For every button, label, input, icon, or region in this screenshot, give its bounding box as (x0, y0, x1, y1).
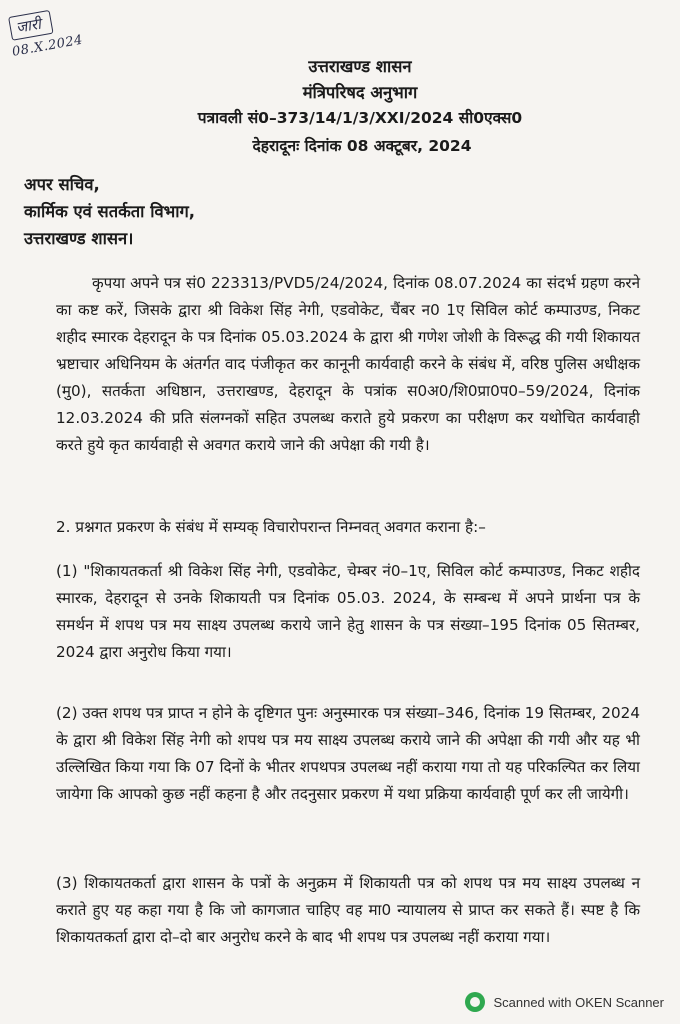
addressee-line-1: अपर सचिव, (24, 175, 100, 194)
addressee-line-2: कार्मिक एवं सतर्कता विभाग, (24, 202, 196, 221)
addressee-line-3: उत्तराखण्ड शासन। (24, 229, 134, 248)
body-item-2: (2) उक्त शपथ पत्र प्राप्त न होने के दृष्टिगत पुनः अनुस्मारक पत्र संख्या–346, दिनांक 19 सितम्बर, 2024 के द्वारा श्री विकेश सिंह नेगी को शपथ पत्र मय साक्ष्य उपलब्ध कराये जाने की अपेक्षा की गयी और यह भी उल्लिखित किया गया कि 07 दिनों के भीतर शपथपत्र उपलब्ध नहीं कराया गया तो यह परिकल्पित कर लिया जायेगा कि आपको कुछ नहीं कहना है और तदनुसार प्रकरण में यथा प्रक्रिया कार्यवाही पूर्ण कर ली जायेगी। (56, 704, 640, 803)
header-file-number: पत्रावली सं0–373/14/1/3/XXI/2024 सी0एक्स0 (197, 109, 523, 127)
scanner-watermark (465, 992, 664, 1012)
body-paragraph-2: 2. प्रश्नगत प्रकरण के संबंध में सम्यक् विचारोपरान्त निम्नवत् अवगत कराना है:– (56, 518, 486, 536)
header-org: उत्तराखण्ड शासन (308, 57, 412, 76)
stamp-label: जारी (14, 14, 43, 37)
body-item-3: (3) शिकायतकर्ता द्वारा शासन के पत्रों के अनुक्रम में शिकायती पत्र को शपथ पत्र मय साक्ष्य उपलब्ध न कराते हुए यह कहा गया है कि जो कागजात चाहिए वह मा0 न्यायालय से प्राप्त कर सकते हैं। स्पष्ट है कि शिकायतकर्ता द्वारा दो–दो बार अनुरोध करने के बाद भी शपथ पत्र उपलब्ध नहीं कराया गया। (56, 874, 640, 946)
scanner-label: Scanned with OKEN Scanner (493, 994, 664, 1010)
stamp-date: 08.X.2024 (10, 32, 85, 60)
header-place-date: देहरादूनः दिनांक 08 अक्टूबर, 2024 (252, 137, 472, 155)
body-item-1: (1) "शिकायतकर्ता श्री विकेश सिंह नेगी, एडवोकेट, चेम्बर नं0–1ए, सिविल कोर्ट कम्पाउण्ड, निकट शहीद स्मारक, देहरादून से उनके शिकायती पत्र दिनांक 05.03. 2024, के सम्बन्ध में अपने प्रार्थना पत्र के समर्थन में शपथ पत्र मय साक्ष्य उपलब्ध कराये जाने हेतु शासन के पत्र संख्या–195 दिनांक 05 सितम्बर, 2024 द्वारा अनुरोध किया गया। (56, 562, 640, 661)
header-section: मंत्रिपरिषद अनुभाग (302, 83, 418, 102)
oken-scanner-logo-icon (465, 992, 485, 1012)
body-paragraph-1: कृपया अपने पत्र सं0 223313/PVD5/24/2024, दिनांक 08.07.2024 का संदर्भ ग्रहण करने का कष्ट करें, जिसके द्वारा श्री विकेश सिंह नेगी, एडवोकेट, चैंबर न0 1ए सिविल कोर्ट कम्पाउण्ड, निकट शहीद स्मारक देहरादून के पत्र दिनांक 05.03.2024 के द्वारा श्री गणेश जोशी के विरूद्ध की गयी शिकायत भ्रष्टाचार अधिनियम के अंतर्गत वाद पंजीकृत कर कानूनी कार्यवाही करने के संबंध में, वरिष्ठ पुलिस अधीक्षक (मु0), सतर्कता अधिष्ठान, उत्तराखण्ड, देहरादून के पत्रांक स0अ0/शि0प्रा0प0–59/2024, दिनांक 12.03.2024 की प्रति संलग्नकों सहित उपलब्ध कराते हुये प्रकरण का परीक्षण कर यथोचित कार्यवाही करते हुये कृत कार्यवाही से अवगत कराये जाने की अपेक्षा की गयी है। (56, 274, 640, 454)
